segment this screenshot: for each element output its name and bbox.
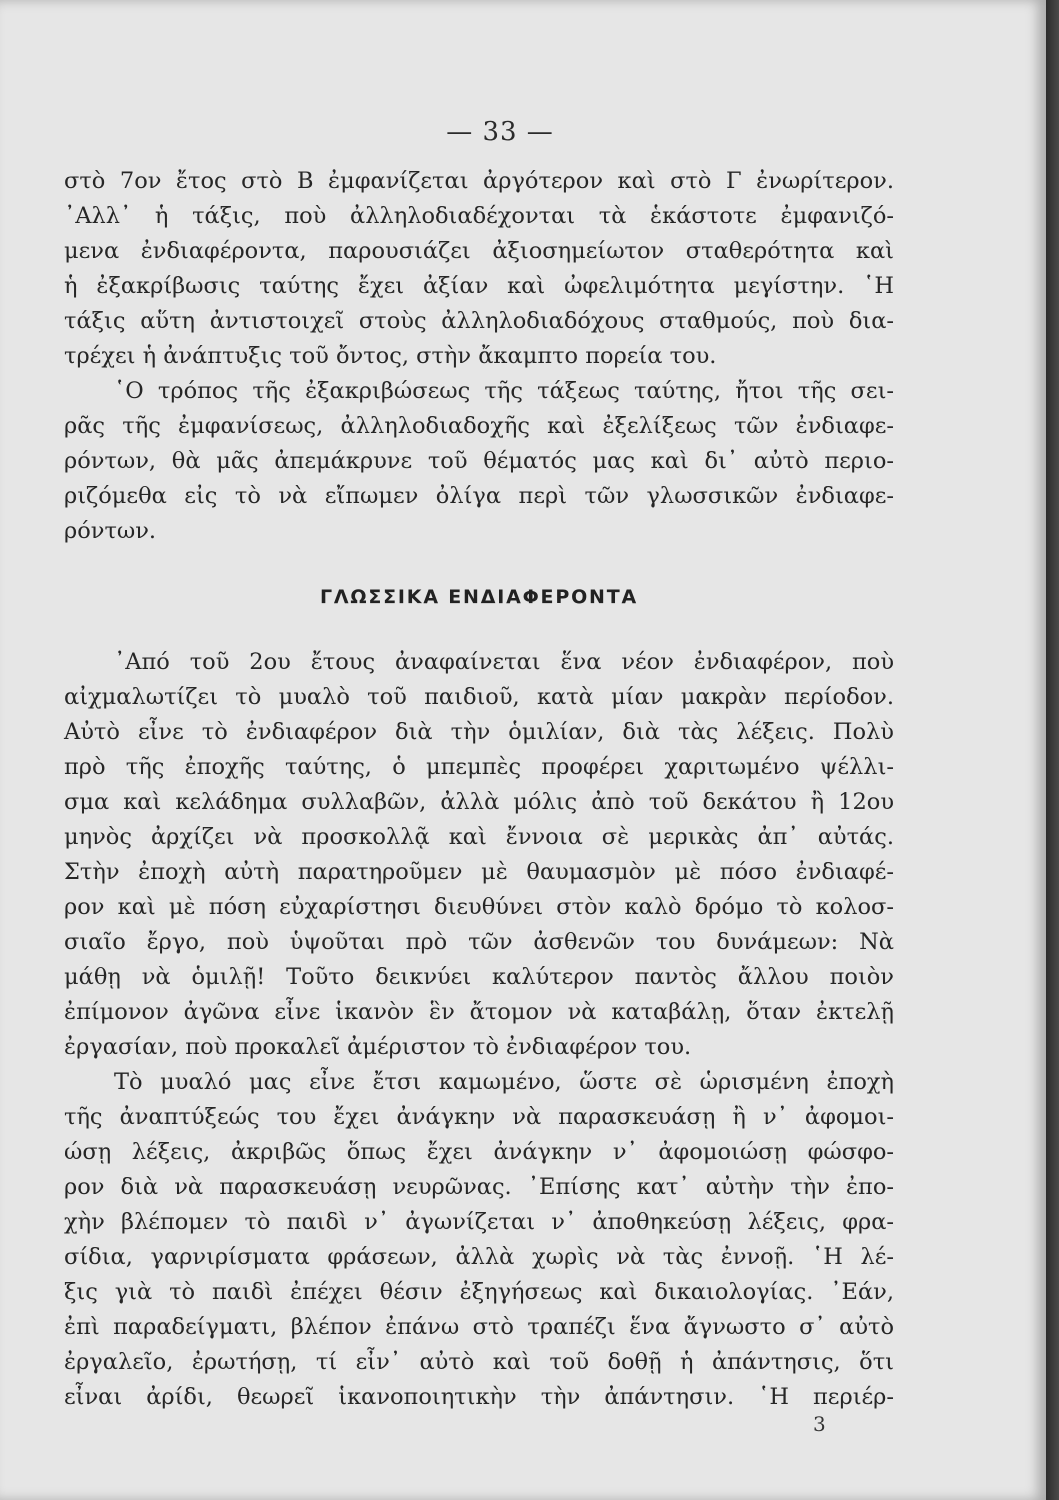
- text-line: ἐπίμονον ἀγῶνα εἶνε ἱκανὸν ἓν ἄτομον νὰ καταβάλῃ, ὅταν ἐκτελῇ: [64, 999, 894, 1025]
- text-line: μηνὸς ἀρχίζει νὰ προσκολλᾷ καὶ ἔννοια σὲ μερικὰς ἀπ᾿ αὐτάς.: [64, 824, 894, 850]
- text-line: Τὸ μυαλό μας εἶνε ἔτσι καμωμένο, ὥστε σὲ ὡρισμένη ἐποχὴ: [114, 1069, 894, 1095]
- text-line: στὸ 7ον ἔτος στὸ Β ἐμφανίζεται ἀργότερον καὶ στὸ Γ ἐνωρίτερον.: [64, 168, 894, 194]
- text-line: ᾿Από τοῦ 2ου ἔτους ἀναφαίνεται ἕνα νέον ἐνδιαφέρον, ποὺ: [114, 649, 894, 675]
- body-text: [64, 164, 894, 1415]
- text-line: σίδια, γαρνιρίσματα φράσεων, ἀλλὰ χωρὶς νὰ τὰς ἐννοῇ. ῾Η λέ-: [64, 1244, 894, 1270]
- paragraph-4: [64, 1065, 894, 1415]
- text-line: ρον καὶ μὲ πόση εὐχαρίστησι διευθύνει στὸν καλὸ δρόμο τὸ κολοσ-: [64, 894, 894, 920]
- text-line: ἐπὶ παραδείγματι, βλέπον ἐπάνω στὸ τραπέζι ἕνα ἄγνωστο σ᾿ αὐτὸ: [64, 1314, 894, 1340]
- text-line: ρόντων, θὰ μᾶς ἀπεμάκρυνε τοῦ θέματός μας καὶ δι᾿ αὐτὸ περιο-: [64, 448, 894, 474]
- page-number: — 33 —: [446, 117, 554, 147]
- paragraph-1: [64, 164, 894, 374]
- text-line: ἐργαλεῖο, ἐρωτήσῃ, τί εἶν᾿ αὐτὸ καὶ τοῦ δοθῇ ἡ ἀπάντησις, ὅτι: [64, 1349, 894, 1375]
- section-heading: ΓΛΩΣΣΙΚΑ ΕΝΔΙΑΦΕΡΟΝΤΑ: [320, 585, 638, 608]
- text-line: ριζόμεθα εἰς τὸ νὰ εἴπωμεν ὀλίγα περὶ τῶν γλωσσικῶν ἐνδιαφε-: [64, 483, 894, 509]
- text-line: Αὐτὸ εἶνε τὸ ἐνδιαφέρον διὰ τὴν ὁμιλίαν, διὰ τὰς λέξεις. Πολὺ: [64, 719, 894, 745]
- text-line: ρον διὰ νὰ παρασκευάσῃ νευρῶνας. ᾿Επίσης κατ᾿ αὐτὴν τὴν ἐπο-: [64, 1174, 894, 1200]
- text-line: ρόντων.: [64, 518, 157, 544]
- text-line: τῆς ἀναπτύξεώς του ἔχει ἀνάγκην νὰ παρασκευάσῃ ἢ ν᾿ ἀφομοι-: [64, 1104, 894, 1130]
- text-line: ἐργασίαν, ποὺ προκαλεῖ ἀμέριστον τὸ ἐνδιαφέρον του.: [64, 1034, 692, 1060]
- text-line: Στὴν ἐποχὴ αὐτὴ παρατηροῦμεν μὲ θαυμασμὸν μὲ πόσο ἐνδιαφέ-: [64, 859, 894, 885]
- text-line: ῾Ο τρόπος τῆς ἐξακριβώσεως τῆς τάξεως ταύτης, ἤτοι τῆς σει-: [114, 378, 894, 404]
- signature-mark: 3: [813, 1412, 826, 1436]
- text-line: αἰχμαλωτίζει τὸ μυαλὸ τοῦ παιδιοῦ, κατὰ μίαν μακρὰν περίοδον.: [64, 684, 894, 710]
- text-line: ρᾶς τῆς ἐμφανίσεως, ἀλληλοδιαδοχῆς καὶ ἐξελίξεως τῶν ἐνδιαφε-: [64, 413, 894, 439]
- text-line: σιαῖο ἔργο, ποὺ ὑψοῦται πρὸ τῶν ἀσθενῶν του δυνάμεων: Νὰ: [64, 929, 894, 955]
- text-line: πρὸ τῆς ἐποχῆς ταύτης, ὁ μπεμπὲς προφέρει χαριτωμένο ψέλλι-: [64, 754, 894, 780]
- text-line: τάξις αὕτη ἀντιστοιχεῖ στοὺς ἀλληλοδιαδόχους σταθμούς, ποὺ δια-: [64, 308, 894, 334]
- paragraph-2: [64, 374, 894, 549]
- page-edge: [1046, 0, 1059, 1500]
- text-line: τρέχει ἡ ἀνάπτυξις τοῦ ὄντος, στὴν ἄκαμπτο πορεία του.: [64, 343, 717, 369]
- text-line: ώσῃ λέξεις, ἀκριβῶς ὅπως ἔχει ἀνάγκην ν᾿ ἀφομοιώσῃ φώσφο-: [64, 1139, 894, 1165]
- text-line: ᾿Αλλ᾿ ἡ τάξις, ποὺ ἀλληλοδιαδέχονται τὰ ἑκάστοτε ἐμφανιζό-: [64, 203, 894, 229]
- text-line: ἡ ἐξακρίβωσις ταύτης ἔχει ἀξίαν καὶ ὠφελιμότητα μεγίστην. ῾Η: [64, 273, 894, 299]
- text-line: χὴν βλέπομεν τὸ παιδὶ ν᾿ ἀγωνίζεται ν᾿ ἀποθηκεύσῃ λέξεις, φρα-: [64, 1209, 894, 1235]
- text-line: εἶναι ἀρίδι, θεωρεῖ ἱκανοποιητικὴν τὴν ἀπάντησιν. ῾Η περιέρ-: [64, 1384, 894, 1410]
- text-line: μάθῃ νὰ ὁμιλῇ! Τοῦτο δεικνύει καλύτερον παντὸς ἄλλου ποιὸν: [64, 964, 894, 990]
- text-line: μενα ἐνδιαφέροντα, παρουσιάζει ἀξιοσημείωτον σταθερότητα καὶ: [64, 238, 894, 264]
- text-line: ξις γιὰ τὸ παιδὶ ἐπέχει θέσιν ἐξηγήσεως καὶ δικαιολογίας. ᾿Εάν,: [64, 1279, 894, 1305]
- text-line: σμα καὶ κελάδημα συλλαβῶν, ἀλλὰ μόλις ἀπὸ τοῦ δεκάτου ἢ 12ου: [64, 789, 894, 815]
- paragraph-3: [64, 645, 894, 1065]
